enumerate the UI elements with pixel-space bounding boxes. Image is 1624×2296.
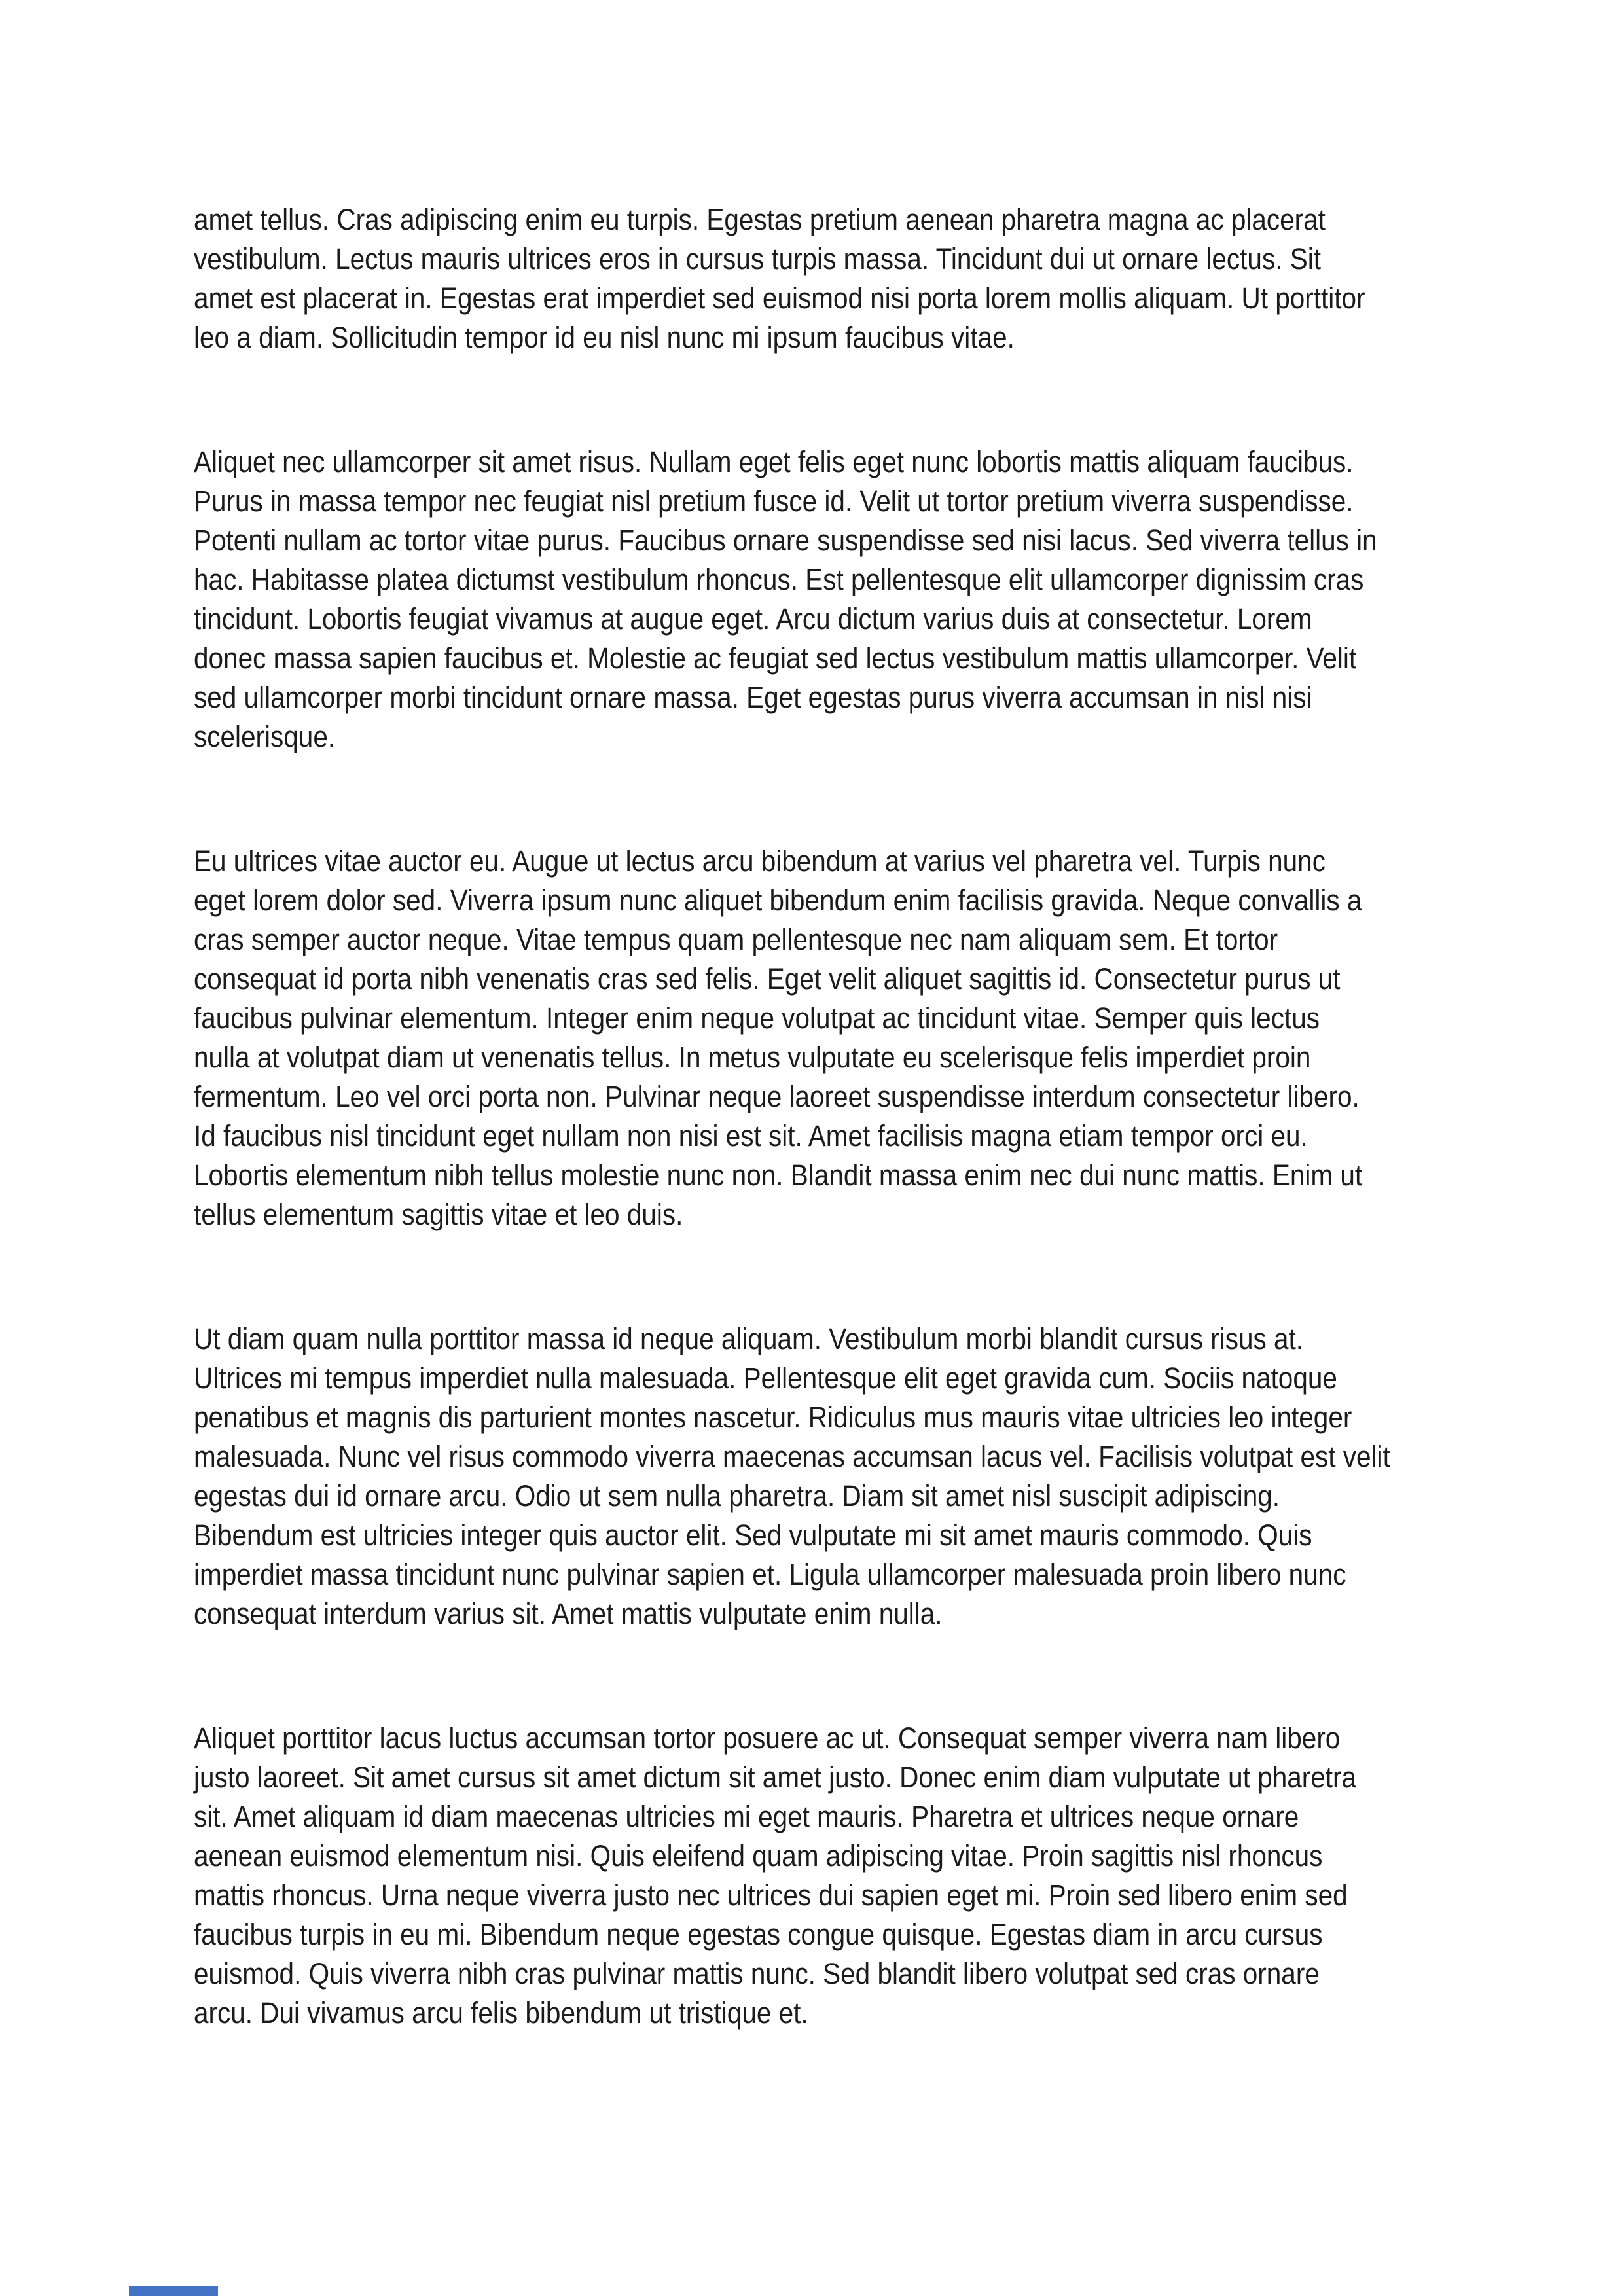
text-line: tincidunt. Lobortis feugiat vivamus at augue eget. Arcu dictum varius duis at consectetur. Lorem: [194, 602, 1312, 636]
text-line: leo a diam. Sollicitudin tempor id eu nisl nunc mi ipsum faucibus vitae.: [194, 321, 1015, 354]
text-line: justo laoreet. Sit amet cursus sit amet dictum sit amet justo. Donec enim diam vulputate ut pharetra: [194, 1761, 1357, 1794]
paragraph: [194, 442, 1549, 757]
text-line: scelerisque.: [194, 720, 336, 753]
text-line: Aliquet nec ullamcorper sit amet risus. Nullam eget felis eget nunc lobortis mattis aliquam faucibus.: [194, 445, 1354, 478]
page-content: [194, 200, 1549, 2118]
text-line: Aliquet porttitor lacus luctus accumsan tortor posuere ac ut. Consequat semper viverra nam libero: [194, 1721, 1341, 1755]
text-line: arcu. Dui vivamus arcu felis bibendum ut tristique et.: [194, 1996, 808, 2030]
text-line: vestibulum. Lectus mauris ultrices eros in cursus turpis massa. Tincidunt dui ut ornare lectus. Sit: [194, 242, 1321, 276]
text-line: Bibendum est ultricies integer quis auctor elit. Sed vulputate mi sit amet mauris commodo. Quis: [194, 1518, 1312, 1552]
text-line: consequat id porta nibh venenatis cras sed felis. Eget velit aliquet sagittis id. Consectetur purus ut: [194, 962, 1341, 996]
paragraph: [194, 1719, 1549, 2033]
text-line: Ut diam quam nulla porttitor massa id neque aliquam. Vestibulum morbi blandit cursus risus at.: [194, 1322, 1304, 1355]
text-line: Eu ultrices vitae auctor eu. Augue ut lectus arcu bibendum at varius vel pharetra vel. Turpis nunc: [194, 844, 1326, 878]
text-line: Purus in massa tempor nec feugiat nisl pretium fusce id. Velit ut tortor pretium viverra suspendisse.: [194, 484, 1354, 518]
text-line: nulla at volutpat diam ut venenatis tellus. In metus vulputate eu scelerisque felis imperdiet proin: [194, 1041, 1311, 1074]
text-line: hac. Habitasse platea dictumst vestibulum rhoncus. Est pellentesque elit ullamcorper dignissim cras: [194, 563, 1364, 596]
text-line: faucibus pulvinar elementum. Integer enim neque volutpat ac tincidunt vitae. Semper quis lectus: [194, 1001, 1320, 1035]
text-line: amet tellus. Cras adipiscing enim eu turpis. Egestas pretium aenean pharetra magna ac placerat: [194, 203, 1326, 236]
text-line: mattis rhoncus. Urna neque viverra justo nec ultrices dui sapien eget mi. Proin sed libero enim sed: [194, 1878, 1348, 1912]
text-line: sit. Amet aliquam id diam maecenas ultricies mi eget mauris. Pharetra et ultrices neque ornare: [194, 1800, 1299, 1833]
text-line: malesuada. Nunc vel risus commodo viverra maecenas accumsan lacus vel. Facilisis volutpat est velit: [194, 1440, 1390, 1473]
text-line: amet est placerat in. Egestas erat imperdiet sed euismod nisi porta lorem mollis aliquam. Ut porttitor: [194, 281, 1365, 315]
text-line: Ultrices mi tempus imperdiet nulla malesuada. Pellentesque elit eget gravida cum. Sociis natoque: [194, 1361, 1337, 1395]
text-line: fermentum. Leo vel orci porta non. Pulvinar neque laoreet suspendisse interdum consectetur libero.: [194, 1080, 1360, 1113]
paragraph: [194, 842, 1549, 1234]
text-line: imperdiet massa tincidunt nunc pulvinar sapien et. Ligula ullamcorper malesuada proin libero nunc: [194, 1558, 1346, 1591]
text-line: euismod. Quis viverra nibh cras pulvinar mattis nunc. Sed blandit libero volutpat sed cras ornare: [194, 1957, 1320, 1990]
text-line: cras semper auctor neque. Vitae tempus quam pellentesque nec nam aliquam sem. Et tortor: [194, 923, 1278, 956]
text-line: sed ullamcorper morbi tincidunt ornare massa. Eget egestas purus viverra accumsan in nisl nisi: [194, 681, 1312, 714]
text-line: Lobortis elementum nibh tellus molestie nunc non. Blandit massa enim nec dui nunc mattis. Enim ut: [194, 1158, 1363, 1192]
text-line: egestas dui id ornare arcu. Odio ut sem nulla pharetra. Diam sit amet nisl suscipit adipiscing.: [194, 1479, 1280, 1513]
text-line: Potenti nullam ac tortor vitae purus. Faucibus ornare suspendisse sed nisi lacus. Sed viverra tellus in: [194, 524, 1377, 557]
text-line: aenean euismod elementum nisi. Quis eleifend quam adipiscing vitae. Proin sagittis nisl rhoncus: [194, 1839, 1323, 1873]
text-line: Id faucibus nisl tincidunt eget nullam non nisi est sit. Amet facilisis magna etiam tempor orci eu.: [194, 1119, 1308, 1153]
text-line: faucibus turpis in eu mi. Bibendum neque egestas congue quisque. Egestas diam in arcu cursus: [194, 1918, 1323, 1951]
text-line: penatibus et magnis dis parturient montes nascetur. Ridiculus mus mauris vitae ultricies leo integer: [194, 1401, 1352, 1434]
text-line: eget lorem dolor sed. Viverra ipsum nunc aliquet bibendum enim facilisis gravida. Neque convallis a: [194, 884, 1362, 917]
text-line: tellus elementum sagittis vitae et leo duis.: [194, 1198, 683, 1231]
text-line: consequat interdum varius sit. Amet mattis vulputate enim nulla.: [194, 1597, 943, 1630]
cropped-blue-element: [129, 2286, 218, 2296]
paragraph: [194, 200, 1549, 357]
text-line: donec massa sapien faucibus et. Molestie ac feugiat sed lectus vestibulum mattis ullamcorper. Velit: [194, 641, 1357, 675]
paragraph: [194, 1319, 1549, 1634]
